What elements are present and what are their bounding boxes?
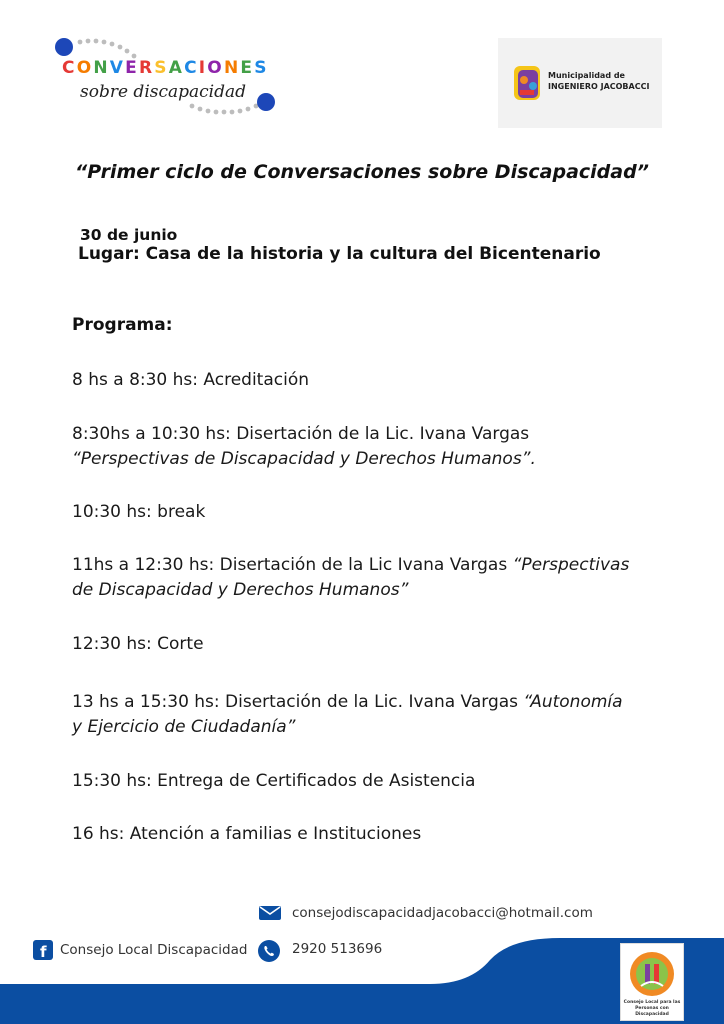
svg-text:f: f: [40, 943, 47, 960]
logo-title-letter: S: [154, 58, 169, 78]
program-item: 11hs a 12:30 hs: Disertación de la Lic Ivana Vargas “Perspectivas de Discapacidad y Derechos Humanos”: [72, 555, 630, 600]
logo-dots-icon: [52, 36, 292, 120]
logo-title: [62, 58, 269, 78]
logo-title-letter: A: [168, 58, 185, 78]
conversaciones-logo: [52, 36, 292, 120]
phone-icon: [258, 940, 280, 962]
council-logo: [620, 943, 684, 1021]
council-caption: Consejo Local para las Personas con Discapacidad: [623, 1000, 681, 1017]
logo-subtitle: sobre discapacidad: [80, 82, 247, 102]
program-item: 16 hs: Atención a familias e Instituciones: [72, 824, 422, 844]
logo-title-letter: C: [184, 58, 199, 78]
program-item: 10:30 hs: break: [72, 502, 206, 522]
facebook-icon: [33, 940, 53, 960]
logo-title-letter: N: [93, 58, 110, 78]
logo-title-letter: E: [125, 58, 139, 78]
event-place: Lugar: Casa de la historia y la cultura del Bicentenario: [78, 244, 601, 264]
logo-title-letter: R: [138, 58, 155, 78]
logo-title-letter: O: [207, 58, 224, 78]
logo-title-letter: S: [254, 58, 269, 78]
program-item: 15:30 hs: Entrega de Certificados de Asistencia: [72, 771, 476, 791]
program-heading: Programa:: [72, 315, 173, 335]
logo-title-letter: V: [109, 58, 126, 78]
municipality-emblem-icon: [508, 62, 548, 106]
municipality-line2: INGENIERO JACOBACCI: [548, 82, 650, 91]
logo-title-letter: O: [76, 58, 94, 78]
document-title: “Primer ciclo de Conversaciones sobre Discapacidad”: [75, 161, 649, 183]
program-item: 12:30 hs: Corte: [72, 634, 204, 654]
contact-email[interactable]: consejodiscapacidadjacobacci@hotmail.com: [292, 905, 593, 921]
logo-title-letter: C: [62, 58, 77, 78]
program-item: 8 hs a 8:30 hs: Acreditación: [72, 370, 310, 390]
program-item: 13 hs a 15:30 hs: Disertación de la Lic. Ivana Vargas “Autonomía y Ejercicio de Ciudadanía”: [72, 692, 623, 737]
email-icon: [258, 904, 282, 922]
logo-title-letter: E: [240, 58, 255, 78]
logo-title-letter: I: [198, 58, 208, 78]
municipality-logo: [498, 38, 662, 128]
program-item: 8:30hs a 10:30 hs: Disertación de la Lic. Ivana Vargas “Perspectivas de Discapacidad y Derechos Humanos”.: [72, 424, 536, 469]
contact-facebook[interactable]: Consejo Local Discapacidad: [60, 942, 248, 958]
municipality-line1: Municipalidad de: [548, 71, 625, 80]
contact-phone[interactable]: 2920 513696: [292, 941, 383, 957]
event-date: 30 de junio: [80, 226, 178, 244]
logo-title-letter: N: [223, 58, 241, 78]
council-emblem-icon: [621, 944, 683, 1000]
